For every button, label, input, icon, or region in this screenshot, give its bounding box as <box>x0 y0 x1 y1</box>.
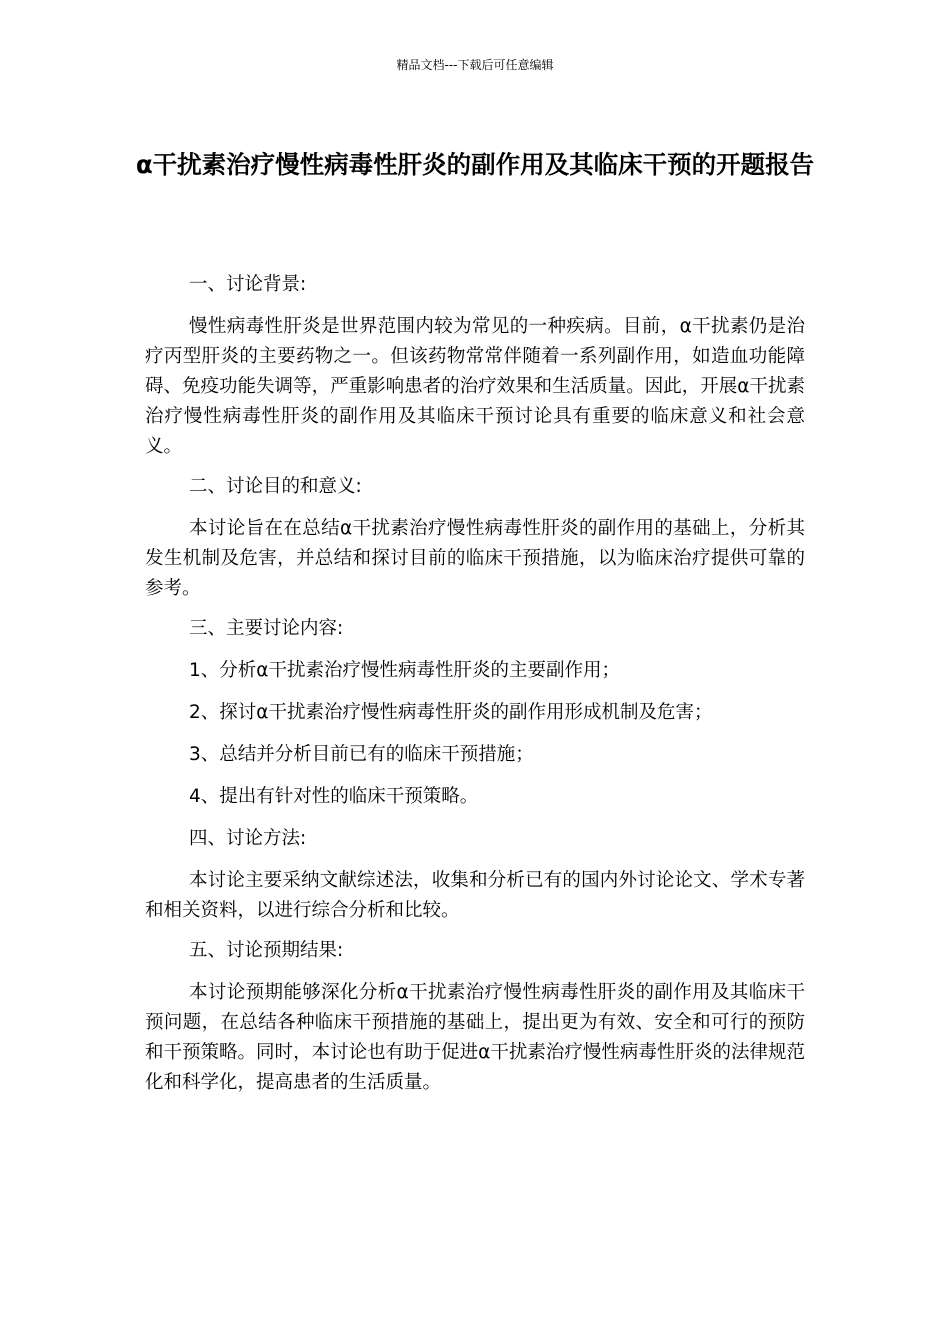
document-body <box>145 270 805 1108</box>
list-item: 4、提出有针对性的临床干预策略。 <box>189 786 479 807</box>
section-heading-content: 三、主要讨论内容: <box>189 618 344 639</box>
section-heading-method: 四、讨论方法: <box>189 828 307 849</box>
paragraph-background: 慢性病毒性肝炎是世界范围内较为常见的一种疾病。目前，α干扰素仍是治疗丙型肝炎的主要药物之一。但该药物常常伴随着一系列副作用，如造血功能障碍、免疫功能失调等，严重影响患者的治疗效果和生活质量。因此，开展α干扰素治疗慢性病毒性肝炎的副作用及其临床干预讨论具有重要的临床意义和社会意义。 <box>145 316 805 457</box>
paragraph-purpose: 本讨论旨在在总结α干扰素治疗慢性病毒性肝炎的副作用的基础上，分析其发生机制及危害，并总结和探讨目前的临床干预措施，以为临床治疗提供可靠的参考。 <box>145 518 805 599</box>
list-item: 3、总结并分析目前已有的临床干预措施； <box>189 744 534 765</box>
paragraph-method: 本讨论主要采纳文献综述法，收集和分析已有的国内外讨论论文、学术专著和相关资料，以进行综合分析和比较。 <box>145 870 805 921</box>
list-item: 1、分析α干扰素治疗慢性病毒性肝炎的主要副作用； <box>189 660 620 681</box>
section-heading-purpose: 二、讨论目的和意义: <box>189 476 362 497</box>
list-item: 2、探讨α干扰素治疗慢性病毒性肝炎的副作用形成机制及危害； <box>189 702 713 723</box>
page-header-note: 精品文档---下载后可任意编辑 <box>396 58 554 72</box>
paragraph-expected-results: 本讨论预期能够深化分析α干扰素治疗慢性病毒性肝炎的副作用及其临床干预问题，在总结各种临床干预措施的基础上，提出更为有效、安全和可行的预防和干预策略。同时，本讨论也有助于促进α干扰素治疗慢性病毒性肝炎的法律规范化和科学化，提高患者的生活质量。 <box>145 982 805 1093</box>
section-heading-background: 一、讨论背景: <box>189 274 307 295</box>
section-heading-expected-results: 五、讨论预期结果: <box>189 940 344 961</box>
document-title: α干扰素治疗慢性病毒性肝炎的副作用及其临床干预的开题报告 <box>135 150 815 179</box>
